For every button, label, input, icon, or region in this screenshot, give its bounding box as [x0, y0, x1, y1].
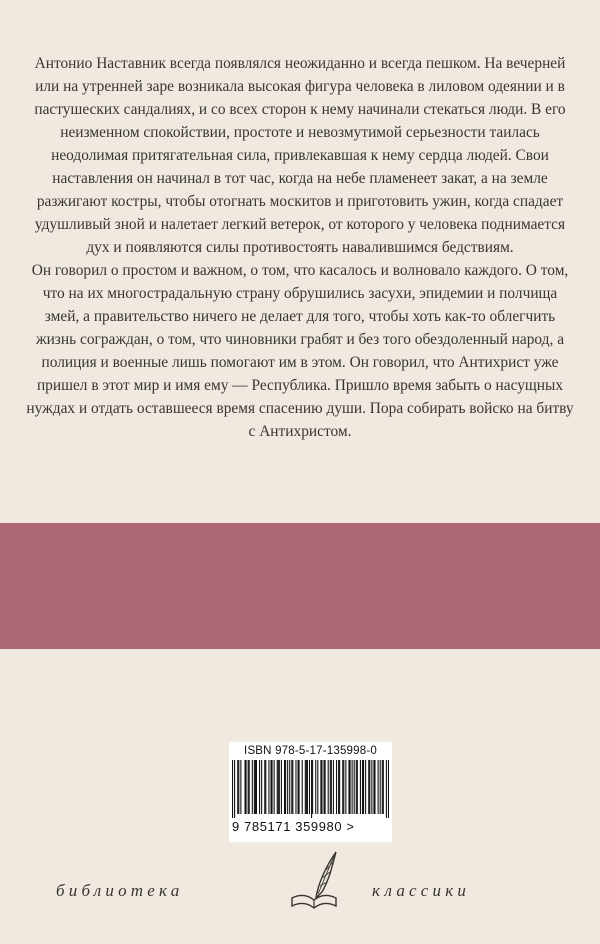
barcode-bar [264, 760, 265, 814]
barcode-bar [234, 760, 235, 818]
barcode-bar [321, 760, 322, 814]
barcode-bar [348, 760, 349, 814]
barcode-bar [249, 760, 250, 814]
barcode-bar [298, 760, 299, 814]
barcode [232, 760, 389, 818]
barcode-bar [292, 760, 293, 814]
barcode-bar [325, 760, 326, 814]
barcode-bar [380, 760, 381, 814]
barcode-bar [252, 760, 253, 814]
barcode-bar [244, 760, 245, 814]
series-name-right: классики [372, 881, 471, 900]
barcode-bar [369, 760, 370, 814]
barcode-bar [365, 760, 366, 814]
color-band [0, 523, 600, 649]
barcode-bar [232, 760, 233, 818]
barcode-bar [256, 760, 257, 814]
barcode-bar [330, 760, 331, 814]
barcode-bar [261, 760, 262, 814]
barcode-bar [274, 760, 275, 814]
barcode-bar [270, 760, 271, 814]
barcode-bar [338, 760, 339, 814]
barcode-bar [238, 760, 239, 814]
barcode-bar [315, 760, 316, 814]
barcode-bar [299, 760, 300, 814]
quill-and-book-icon [286, 848, 342, 910]
barcode-bar [289, 760, 290, 814]
isbn-digits: 9 785171 359980 > [232, 819, 355, 834]
barcode-bar [291, 760, 292, 814]
barcode-bar [383, 760, 384, 814]
barcode-bar [354, 760, 355, 814]
barcode-bar [342, 760, 343, 814]
barcode-bar [324, 760, 325, 814]
barcode-bar [307, 760, 308, 814]
barcode-bar [248, 760, 249, 814]
barcode-bar [255, 760, 256, 814]
barcode-bar [345, 760, 346, 814]
barcode-bar [331, 760, 332, 814]
barcode-bar [352, 760, 353, 814]
barcode-bar [349, 760, 350, 814]
barcode-bar [237, 760, 238, 814]
blurb-paragraph-2: Он говорил о простом и важном, о том, что касалось и волновало каждого. О том, что на их многострадальную страну обрушились засухи, эпидемии и полчища змей, а правительство ничего не делает для того, чтобы хоть как-то облегчить жизнь сограждан, о том, что чиновники грабят и без того обездоленный народ, а полиция и военные лишь помогают им в этом. Он говорил, что Антихрист уже пришел в этот мир и имя ему — Республика. Пришло время забыть о насущных нуждах и отдать оставшееся время спасению души. Пора собирать войско на битву с Антихристом. [26, 262, 574, 440]
barcode-bar [265, 760, 266, 814]
barcode-bar [254, 760, 255, 814]
barcode-bar [339, 760, 340, 814]
barcode-bar [357, 760, 358, 814]
barcode-bar [382, 760, 383, 814]
isbn-barcode-block [229, 742, 392, 842]
barcode-bar [302, 760, 303, 814]
barcode-bar [279, 760, 280, 814]
barcode-bar [360, 760, 361, 814]
barcode-bar [362, 760, 363, 814]
barcode-bar [333, 760, 334, 814]
barcode-bar [246, 760, 247, 814]
barcode-bar [287, 760, 288, 814]
barcode-bar [336, 760, 337, 814]
barcode-bar [363, 760, 364, 814]
isbn-label: ISBN 978-5-17-135998-0 [244, 745, 377, 757]
barcode-bar [305, 760, 306, 814]
barcode-bar [312, 760, 313, 814]
barcode-bar [281, 760, 282, 814]
series-name-left: библиотека [56, 881, 184, 900]
barcode-bar [268, 760, 269, 814]
barcode-bar [259, 760, 260, 814]
barcode-bar [328, 760, 329, 814]
barcode-bar [356, 760, 357, 814]
barcode-bar [285, 760, 286, 814]
barcode-bar [317, 760, 318, 814]
barcode-bar [272, 760, 273, 814]
barcode-bar [284, 760, 285, 814]
barcode-bar [388, 760, 389, 818]
barcode-bar [386, 760, 387, 818]
blurb-paragraph-1: Антонио Наставник всегда появлялся неожиданно и всегда пешком. На вечерней или на утренней заре возникала высокая фигура человека в лиловом одеянии и в пастушеских сандалиях, и со всех сторон к нему начинали стекаться люди. В его неизменном спокойствии, простоте и невозмутимой серьезности таилась неодолимая притягательная сила, привлекавшая к нему сердца людей. Свои наставления он начинал в тот час, когда на небе пламенеет закат, а на земле разжигают костры, чтобы отогнать москитов и приготовить ужин, когда спадает удушливый зной и налетает легкий ветерок, от которого у человека поднимается дух и появляются силы противостоять навалившимся бедствиям. [34, 55, 566, 256]
barcode-bar [368, 760, 369, 814]
barcode-bar [309, 760, 310, 814]
barcode-bar [311, 760, 312, 818]
barcode-bar [378, 760, 379, 814]
barcode-bar [373, 760, 374, 814]
barcode-bar [277, 760, 278, 814]
barcode-bar [343, 760, 344, 814]
barcode-bar [371, 760, 372, 814]
blurb-text [26, 52, 574, 443]
barcode-bar [306, 760, 307, 814]
barcode-bar [240, 760, 241, 814]
barcode-bar [295, 760, 296, 814]
barcode-bar [374, 760, 375, 814]
barcode-bar [320, 760, 321, 814]
barcode-bar [278, 760, 279, 814]
